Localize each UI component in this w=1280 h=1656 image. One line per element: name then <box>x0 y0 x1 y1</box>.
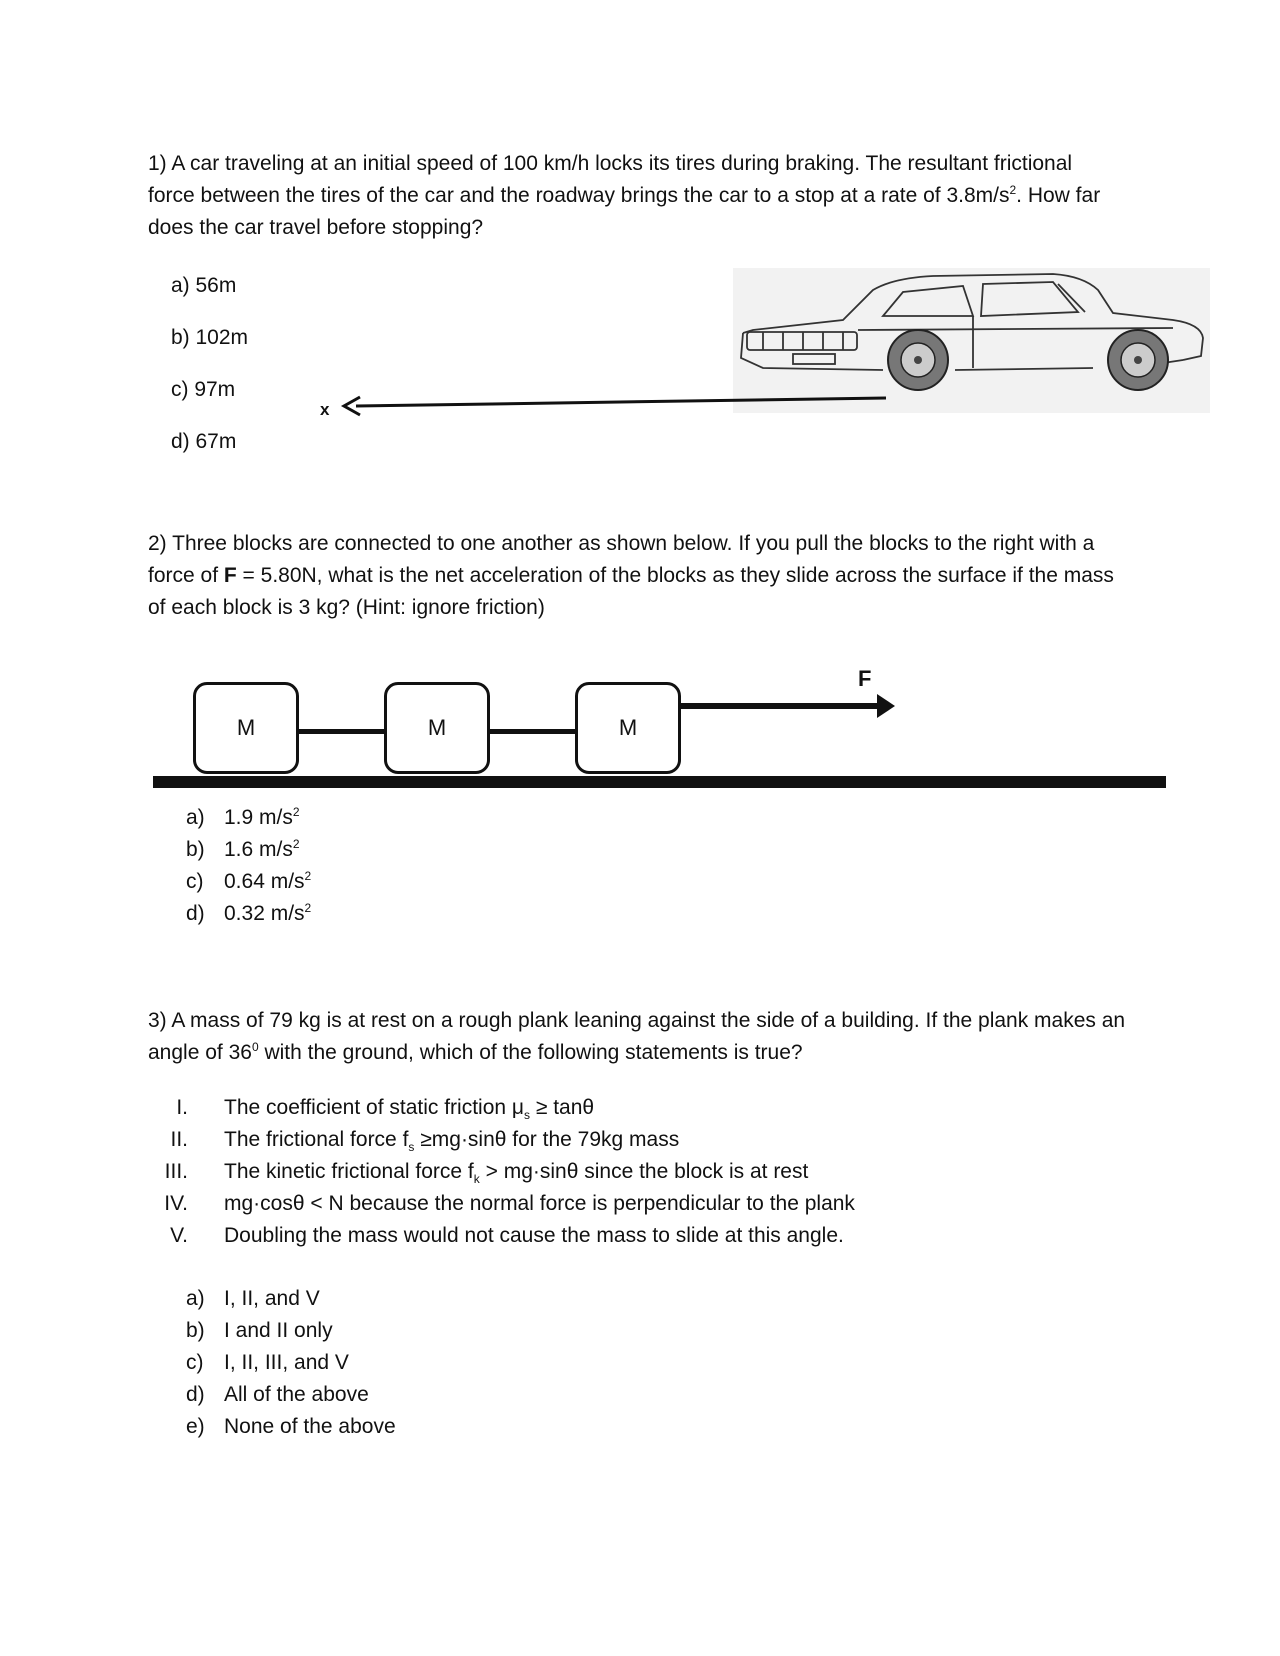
q2-option-d: d) 0.32 $m/s^2$ <box>186 901 312 925</box>
distance-label: x <box>320 400 330 419</box>
question-1-stem: 1) A car traveling at an initial speed of 100 km/h locks its tires during braking. The resultant frictional force between the tires of the car and the roadway brings the car to a stop at a rate of $3.8m/s^2$. How far does the car travel before stopping? <box>148 152 1101 239</box>
q3-option-d: d) All of the above <box>186 1383 369 1406</box>
connector-1 <box>299 729 386 734</box>
q1-option-d: d) 67m <box>171 430 237 453</box>
block-2: M <box>384 682 490 774</box>
question-2-stem: 2) Three blocks are connected to one another as shown below. If you pull the blocks to the right with a force of F = 5.80N, what is the net acceleration of the blocks as they slide across the surface if the mass of each block is 3 kg? (Hint: ignore friction) <box>148 532 1114 619</box>
arrow-right-icon <box>681 690 901 722</box>
q1-option-c: c) 97m <box>171 378 236 401</box>
q1-option-b: b) 102m <box>171 326 249 349</box>
q3-statement-2: II. The frictional force $f_s \ge mg\cdot\sin\theta$ for the 79kg mass <box>170 1128 680 1155</box>
q3-statement-5: V. Doubling the mass would not cause the mass to slide at this angle. <box>170 1224 844 1247</box>
force-label: F <box>858 666 872 691</box>
connector-2 <box>490 729 577 734</box>
arrow-left-icon <box>340 394 888 418</box>
block-1: M <box>193 682 299 774</box>
q3-statement-4: IV. mg·cosθ < N because the normal force is perpendicular to the plank <box>164 1192 855 1215</box>
q3-option-e: e) None of the above <box>186 1415 396 1438</box>
car-drawing <box>733 268 1210 413</box>
q3-statement-3: III. The kinetic frictional force $f_k > mg\cdot\sin\theta$ since the block is at rest <box>164 1160 809 1187</box>
q2-option-c: c) 0.64 $m/s^2$ <box>186 869 312 893</box>
car-illustration <box>733 268 1210 413</box>
block-3: M <box>575 682 681 774</box>
q3-option-a: a) I, II, and V <box>186 1287 320 1310</box>
q1-option-a: a) 56m <box>171 274 237 297</box>
q3-statement-1: I. The coefficient of static friction $\mu_s \ge \tan\theta$ <box>176 1096 595 1123</box>
q3-option-c: c) I, II, III, and V <box>186 1351 349 1374</box>
question-3-stem: 3) A mass of 79 kg is at rest on a rough plank leaning against the side of a building. If the plank makes an angle of $36^0$ with the ground, which of the following statements is true? <box>148 1009 1126 1064</box>
q2-option-a: a) 1.9 $m/s^2$ <box>186 805 300 829</box>
q2-option-b: b) 1.6 $m/s^2$ <box>186 837 300 861</box>
q3-option-b: b) I and II only <box>186 1319 333 1342</box>
ground-surface <box>153 776 1166 788</box>
